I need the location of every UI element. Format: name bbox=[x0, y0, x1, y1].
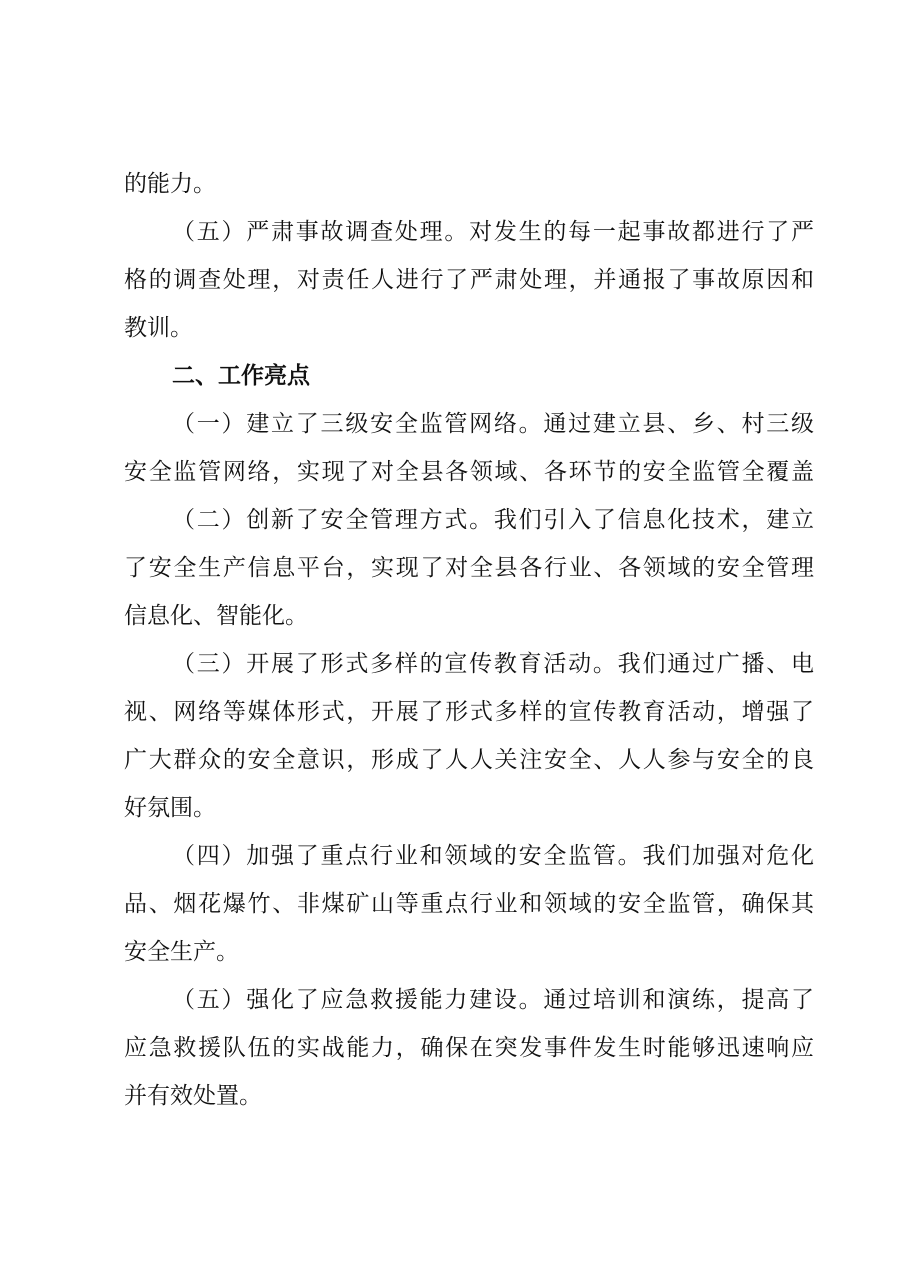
paragraph-line: 品、烟花爆竹、非煤矿山等重点行业和领域的安全监管，确保其 bbox=[124, 891, 814, 917]
paragraph-line: （五）强化了应急救援能力建设。通过培训和演练，提高了 bbox=[172, 987, 814, 1013]
paragraph-line: 教训。 bbox=[124, 315, 193, 341]
paragraph-line: 并有效处置。 bbox=[124, 1083, 262, 1109]
paragraph-line: （三）开展了形式多样的宣传教育活动。我们通过广播、电 bbox=[172, 651, 814, 677]
paragraph-line: （二）创新了安全管理方式。我们引入了信息化技术，建立 bbox=[172, 507, 814, 533]
paragraph-line: 视、网络等媒体形式，开展了形式多样的宣传教育活动，增强了 bbox=[124, 699, 814, 725]
paragraph-line: 了安全生产信息平台，实现了对全县各行业、各领域的安全管理 bbox=[124, 555, 814, 581]
paragraph-line: 格的调查处理，对责任人进行了严肃处理，并通报了事故原因和 bbox=[124, 267, 814, 293]
section-heading: 二、工作亮点 bbox=[172, 363, 310, 389]
paragraph-line: （一）建立了三级安全监管网络。通过建立县、乡、村三级 bbox=[172, 411, 814, 437]
paragraph-line: （五）严肃事故调查处理。对发生的每一起事故都进行了严 bbox=[172, 219, 814, 245]
paragraph-line: 好氛围。 bbox=[124, 795, 216, 821]
paragraph-line: 应急救援队伍的实战能力，确保在突发事件发生时能够迅速响应 bbox=[124, 1035, 814, 1061]
paragraph-line: 安全生产。 bbox=[124, 939, 239, 965]
paragraph-line: 广大群众的安全意识，形成了人人关注安全、人人参与安全的良 bbox=[124, 747, 814, 773]
paragraph-line: 信息化、智能化。 bbox=[124, 603, 308, 629]
paragraph-line: （四）加强了重点行业和领域的安全监管。我们加强对危化 bbox=[172, 843, 814, 869]
paragraph-line: 安全监管网络，实现了对全县各领域、各环节的安全监管全覆盖 bbox=[124, 459, 814, 485]
paragraph-line: 的能力。 bbox=[124, 171, 216, 197]
